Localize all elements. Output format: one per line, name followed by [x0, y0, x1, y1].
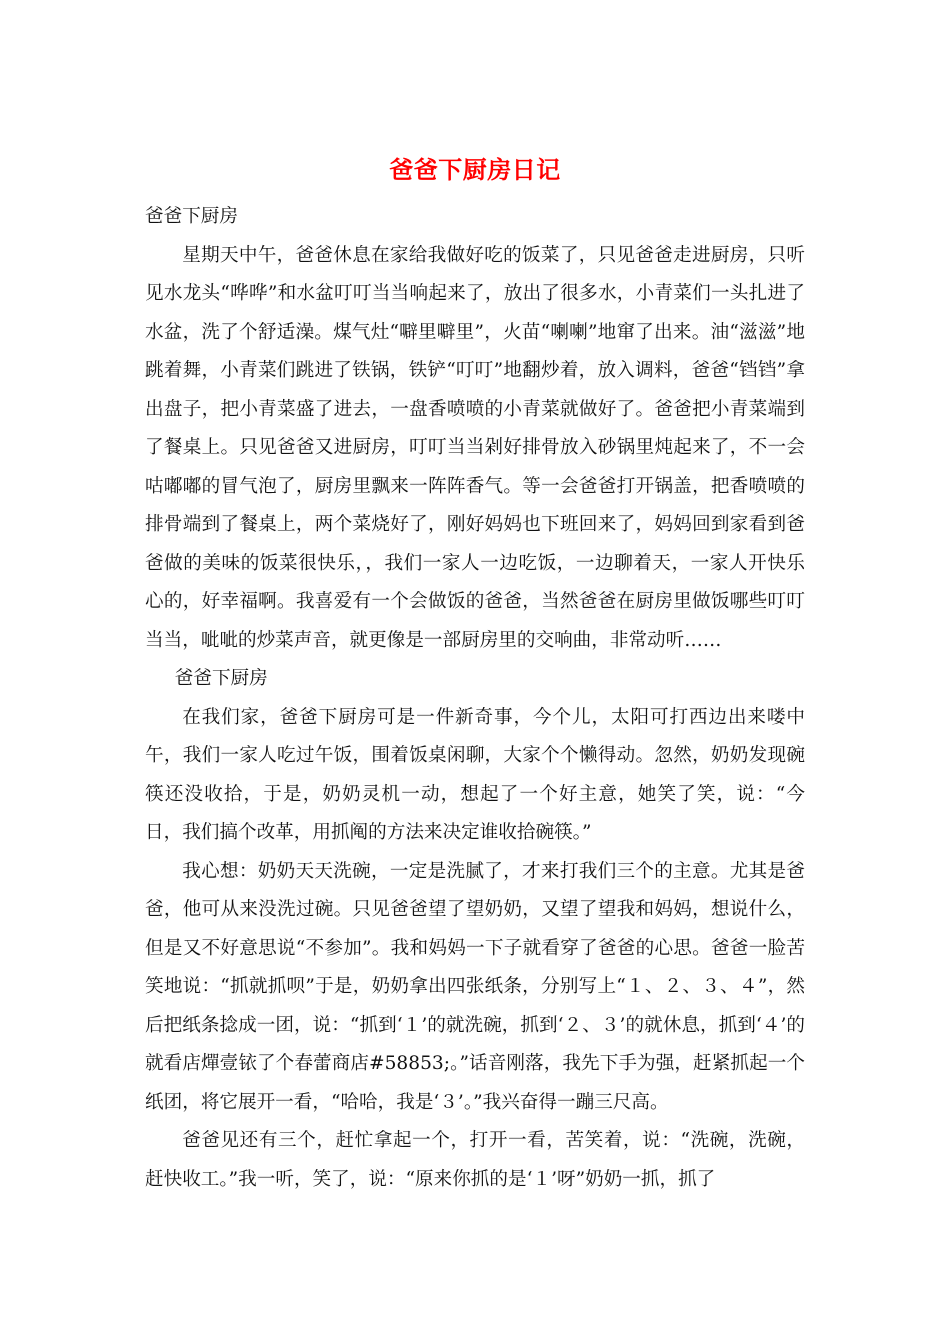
document-title: 爸爸下厨房日记 — [389, 155, 561, 184]
document-body — [145, 198, 805, 1199]
section-heading: 爸爸下厨房 — [145, 206, 238, 227]
paragraph: 爸爸见还有三个，赶忙拿起一个，打开一看，苦笑着，说：“洗碗，洗碗，赶快收工。”我一听，笑了，说：“原来你抓的是‘１’呀”奶奶一抓，抓了 — [145, 1130, 805, 1190]
section-heading: 爸爸下厨房 — [174, 668, 268, 689]
paragraph: 在我们家，爸爸下厨房可是一件新奇事，今个儿，太阳可打西边出来喽中午，我们一家人吃过午饭，围着饭桌闲聊，大家个个懒得动。忽然，奶奶发现碗筷还没收拾，于是，奶奶灵机一动，想起了一个好主意，她笑了笑，说：“今日，我们搞个改革，用抓阄的方法来决定谁收拾碗筷。” — [145, 706, 805, 843]
paragraph: 我心想：奶奶天天洗碗，一定是洗腻了，才来打我们三个的主意。尤其是爸爸，他可从来没洗过碗。只见爸爸望了望奶奶，又望了望我和妈妈，想说什么，但是又不好意思说“不参加”。我和妈妈一下子就看穿了爸爸的心思。爸爸一脸苦笑地说：“抓就抓呗”于是，奶奶拿出四张纸条，分别写上“１、２、３、４”，然后把纸条捻成一团，说：“抓到‘１’的就洗碗，抓到‘２、３’的就休息，抓到‘４’的就看店燀壹铱了个春蕾商店#58853;。”话音刚落，我先下手为强，赶紧抓起一个纸团，将它展开一看，“哈哈，我是‘３’。”我兴奋得一蹦三尺高。 — [145, 860, 805, 1113]
paragraph: 星期天中午，爸爸休息在家给我做好吃的饭菜了，只见爸爸走进厨房，只听见水龙头“哗哗”和水盆叮叮当当响起来了，放出了很多水，小青菜们一头扎进了水盆，洗了个舒适澡。煤气灶“噼里噼里”，火苗“喇喇”地窜了出来。油“滋滋”地跳着舞，小青菜们跳进了铁锅，铁铲“叮叮”地翻炒着，放入调料，爸爸“铛铛”拿出盘子，把小青菜盛了进去，一盘香喷喷的小青菜就做好了。爸爸把小青菜端到了餐桌上。只见爸爸又进厨房，叮叮当当剁好排骨放入砂锅里炖起来了，不一会咕嘟嘟的冒气泡了，厨房里飘来一阵阵香气。等一会爸爸打开锅盖，把香喷喷的排骨端到了餐桌上，两个菜烧好了，刚好妈妈也下班回来了，妈妈回到家看到爸爸做的美味的饭菜很快乐，，我们一家人一边吃饭，一边聊着天，一家人开快乐心的，好幸福啊。我喜爱有一个会做饭的爸爸，当然爸爸在厨房里做饭哪些叮叮当当，呲呲的炒菜声音，就更像是一部厨房里的交响曲，非常动听…… — [145, 244, 805, 651]
